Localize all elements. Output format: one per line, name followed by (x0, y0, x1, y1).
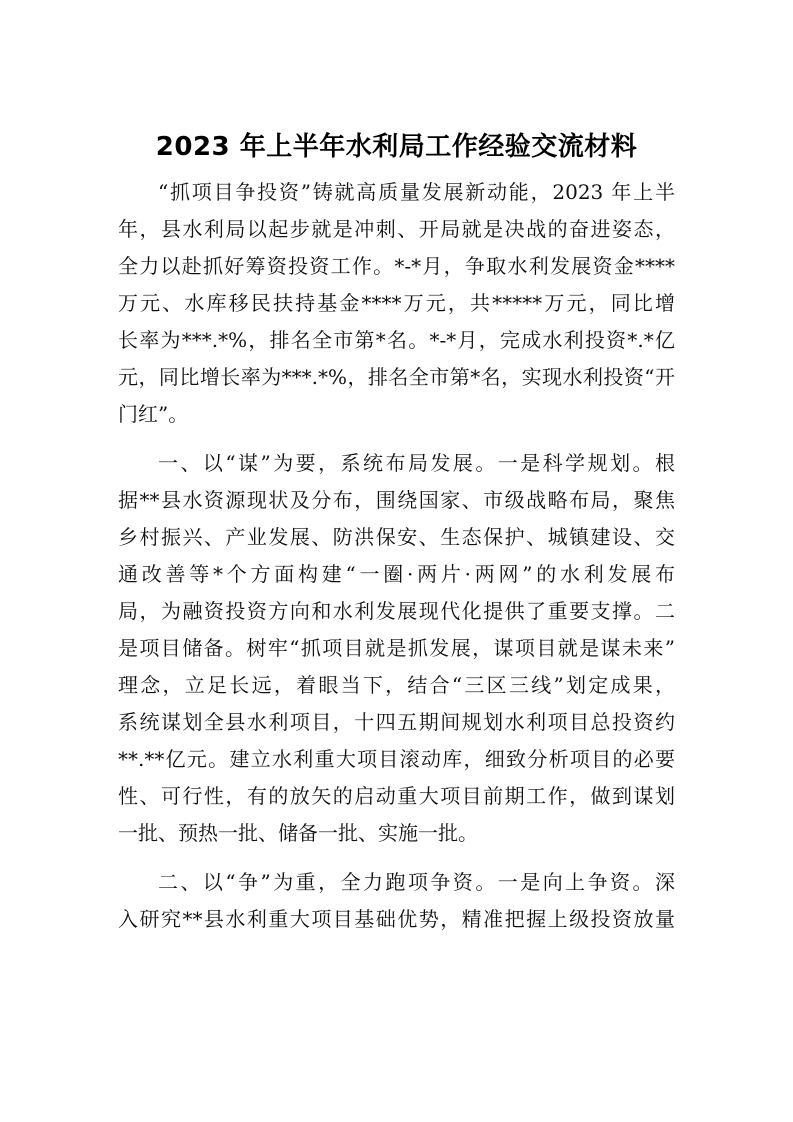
paragraph-spacer (118, 852, 675, 864)
paragraph-line: 通改善等*个方面构建“一圈·两片·两网”的水利发展布 (118, 562, 675, 586)
paragraph-line: 万元、水库移民扶持基金****万元，共*****万元，同比增 (118, 291, 675, 315)
paragraph-line: 门红”。 (118, 402, 189, 426)
paragraph-line: 局，为融资投资方向和水利发展现代化提供了重要支撑。二 (118, 599, 675, 623)
paragraph-line: 据**县水资源现状及分布，围绕国家、市级战略布局，聚焦 (118, 488, 675, 512)
paragraph-line: 年，县水利局以起步就是冲刺、开局就是决战的奋进姿态， (118, 217, 675, 241)
paragraph-line: 一批、预热一批、储备一批、实施一批。 (118, 821, 478, 845)
paragraph-line: 长率为***.*%，排名全市第*名。*-*月，完成水利投资*.*亿 (118, 328, 675, 352)
paragraph-line: 系统谋划全县水利项目，十四五期间规划水利项目总投资约 (118, 710, 675, 734)
paragraph-line: 元，同比增长率为***.*%，排名全市第*名，实现水利投资“开 (118, 365, 675, 389)
paragraph-2 (118, 445, 675, 852)
paragraph-spacer (118, 433, 675, 445)
paragraph-line: 乡村振兴、产业发展、防洪保安、生态保护、城镇建设、交 (118, 525, 675, 549)
paragraph-line: 二、以“争”为重，全力跑项争资。一是向上争资。深 (158, 870, 675, 894)
paragraph-line: 理念，立足长远，着眼当下，结合“三区三线”划定成果， (118, 673, 675, 697)
paragraph-line: 性、可行性，有的放矢的启动重大项目前期工作，做到谋划 (118, 784, 675, 808)
paragraph-line: 入研究**县水利重大项目基础优势，精准把握上级投资放量 (118, 907, 675, 931)
paragraph-line: **.**亿元。建立水利重大项目滚动库，细致分析项目的必要 (118, 747, 675, 771)
paragraph-line: 全力以赴抓好筹资投资工作。*-*月，争取水利发展资金**** (118, 254, 675, 278)
paragraph-line: “抓项目争投资”铸就高质量发展新动能，2023 年上半 (158, 180, 675, 204)
paragraph-3 (118, 864, 675, 938)
paragraph-1 (118, 174, 675, 433)
document-body (118, 174, 675, 938)
paragraph-line: 是项目储备。树牢“抓项目就是抓发展，谋项目就是谋未来” (118, 636, 675, 660)
paragraph-line: 一、以“谋”为要，系统布局发展。一是科学规划。根 (158, 451, 675, 475)
document-title: 2023 年上半年水利局工作经验交流材料 (155, 132, 638, 162)
